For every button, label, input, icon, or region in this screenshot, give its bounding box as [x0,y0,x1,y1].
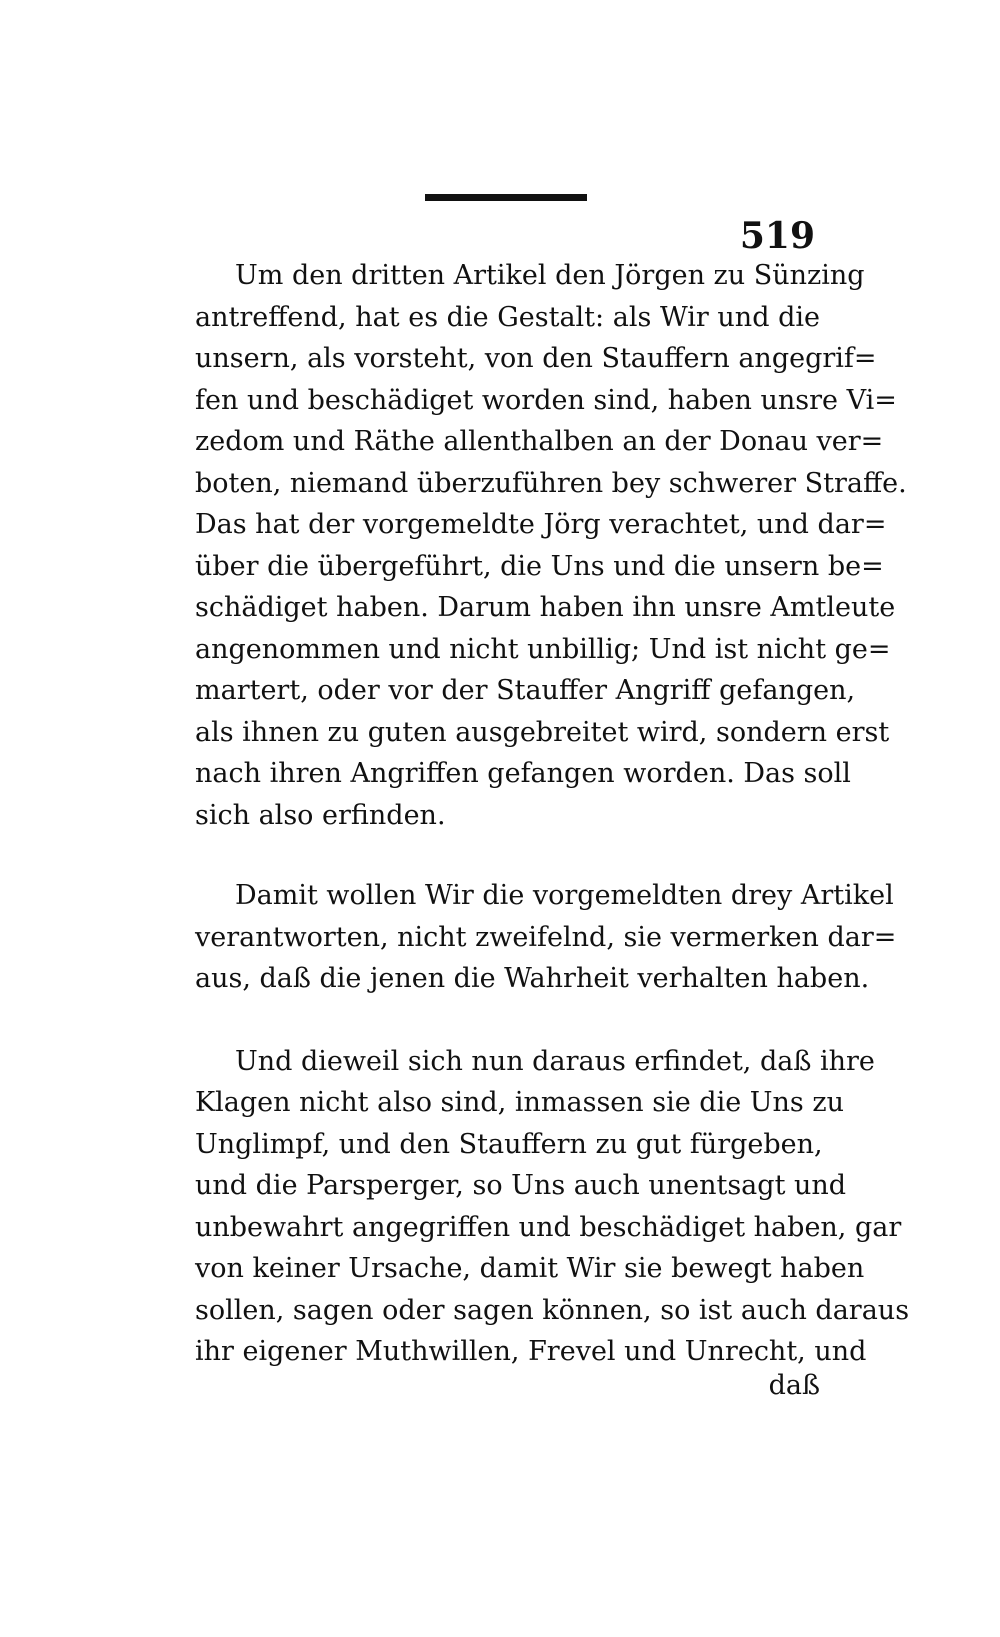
text-line: Klagen nicht also sind, inmassen sie die Uns zu [195,1087,844,1118]
text-line: und die Parsperger, so Uns auch unentsagt und [195,1170,847,1201]
text-line: sich also erfinden. [195,799,446,831]
text-line: Das hat der vorgemeldte Jörg verachtet, und dar= [195,509,887,540]
text-line: verantworten, nicht zweifelnd, sie vermerken dar= [195,921,897,953]
text-line: martert, oder vor der Stauffer Angriff gefangen, [195,675,856,706]
text-line: antreffend, hat es die Gestalt: als Wir und die [195,301,820,333]
text-line: aus, daß die jenen die Wahrheit verhalten haben. [195,963,870,994]
page-number: 519 [739,215,815,257]
text-line: schädiget haben. Darum haben ihn unsre Amtleute [195,592,896,623]
paragraph-spacer [195,836,820,875]
text-line: Unglimpf, und den Stauffern zu gut fürgeben, [195,1128,823,1160]
text-line: Damit wollen Wir die vorgemeldten drey Artikel [235,880,894,911]
text-line: nach ihren Angriffen gefangen worden. Das soll [195,758,851,789]
text-line: boten, niemand überzuführen bey schwerer Straffe. [195,467,907,499]
text-line: als ihnen zu guten ausgebreitet wird, sondern erst [195,716,890,748]
paragraph-1 [195,255,907,836]
paragraph-spacer [195,1000,820,1041]
text-line: unbewahrt angegriffen und beschädiget haben, gar [195,1211,902,1243]
text-line: Und dieweil sich nun daraus erfindet, daß ihre [235,1045,875,1077]
paragraph-3 [195,1041,910,1373]
catchword: daß [768,1370,820,1401]
text-line: über die übergeführt, die Uns und die unsern be= [195,550,884,582]
text-line: angenommen und nicht unbillig; Und ist nicht ge= [195,633,891,665]
text-block [195,255,910,1373]
text-line: ihr eigener Muthwillen, Frevel und Unrecht, und [195,1336,867,1367]
text-line: zedom und Räthe allenthalben an der Donau ver= [195,426,884,457]
text-line: Um den dritten Artikel den Jörgen zu Sünzing [235,260,865,291]
text-line: von keiner Ursache, damit Wir sie bewegt haben [195,1253,865,1284]
text-line: sollen, sagen oder sagen können, so ist auch daraus [195,1294,910,1326]
text-line: unsern, als vorsteht, von den Stauffern angegrif= [195,343,877,374]
paragraph-2 [195,875,897,1000]
header-rule [425,194,587,201]
text-line: fen und beschädiget worden sind, haben unsre Vi= [195,384,897,416]
